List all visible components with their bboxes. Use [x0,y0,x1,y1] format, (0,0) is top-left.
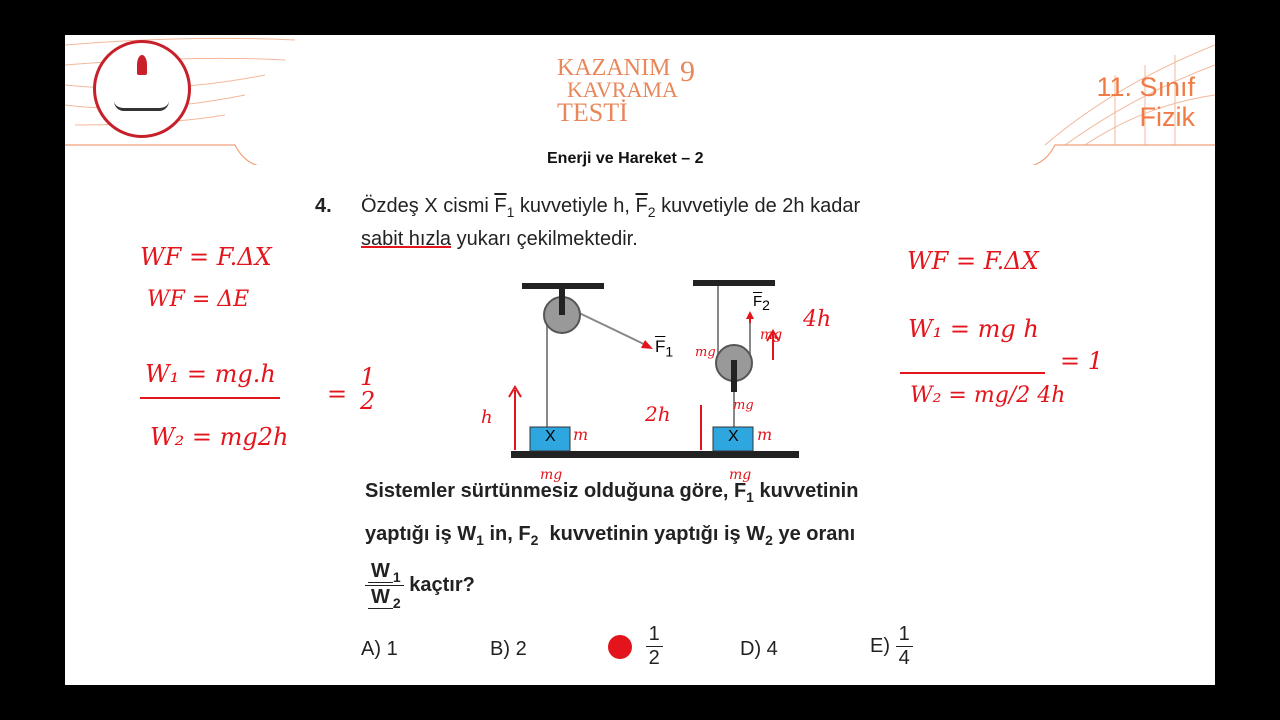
option-a[interactable]: A) 1 [361,638,398,660]
selected-answer-mark [608,635,632,659]
option-d[interactable]: D) 4 [740,638,778,660]
note-rope-mg: mg [733,398,754,413]
block-label-right: X [728,428,739,445]
note-work-formula: WF = F.ΔX [140,243,272,271]
grade-subject [1096,73,1195,132]
question-para3: $\frac{W _1}{W _2}$ kaçtır? [365,560,475,611]
question-para1: Sistemler sürtünmesiz olduğuna göre, $F_1$ kuvvetinin [365,480,859,505]
option-b[interactable]: B) 2 [490,638,527,660]
note-right-w2: W₂ = mg/2 4h [910,383,1066,408]
unit-title: Enerji ve Hareket – 2 [547,150,704,167]
f1-label: $\overline{F}_1$ [655,337,674,360]
subject-label: Fizik [1139,101,1195,132]
brand-title [557,57,678,125]
note-4h: 4h [803,307,832,332]
ministry-logo [93,40,191,138]
note-w2: W₂ = mg2h [150,423,289,451]
option-e[interactable]: E) $\frac{1}{4}$ [870,623,913,670]
note-f2-mg: mg [760,327,783,343]
note-weight-right: mg [729,467,752,483]
note-2h: 2h [645,402,671,426]
test-number: 9 [680,55,695,88]
f2-label: $\overline{F}_2$ [753,293,770,313]
note-m-left: m [573,425,589,444]
worksheet-page [65,35,1215,685]
question-para2: yaptığı iş $W_1$ in, $F_2$ kuvvetinin yaptığı iş $W_2$ ye oranı [365,523,856,548]
note-work-energy: WF = ΔE [147,287,250,312]
grade-label: 11. Sınıf [1096,72,1195,102]
w-ratio: $\frac{W _1}{W _2}$ [365,560,404,611]
note-ratio: 1 2 [360,363,376,415]
ceiling-right [693,280,775,286]
question-line2: sabit hızla yukarı çekilmektedir. [361,228,638,250]
question-number: 4. [315,195,332,217]
note-right-ratio: = 1 [1060,347,1104,375]
note-fraction-line [140,397,280,399]
floor [511,451,799,458]
block-label-left: X [545,428,556,445]
note-eq: = [327,380,348,408]
question-line1: Özdeş X cismi $\overline{F}_1$ kuvvetiyle h, $\overline{F}_2$ kuvvetiyle de 2h kadar [361,195,861,220]
note-right-fraction-line [900,372,1045,374]
note-f1-mg: mg [695,345,716,360]
brand-line3: TESTİ [557,97,628,127]
ceiling-left [522,283,604,289]
note-right-work-formula: WF = F.ΔX [907,247,1039,275]
note-right-w1: W₁ = mg h [908,315,1039,343]
note-m-right: m [757,425,773,444]
note-h: h [481,407,493,428]
note-w1: W₁ = mg.h [145,360,276,388]
option-c[interactable]: $\frac{1}{2}$ [608,623,663,670]
brand-line2: KAVRAMA [567,76,678,102]
brand-line1: KAZANIM [557,55,671,81]
torch-icon [137,55,147,75]
note-weight-left: mg [540,467,563,483]
